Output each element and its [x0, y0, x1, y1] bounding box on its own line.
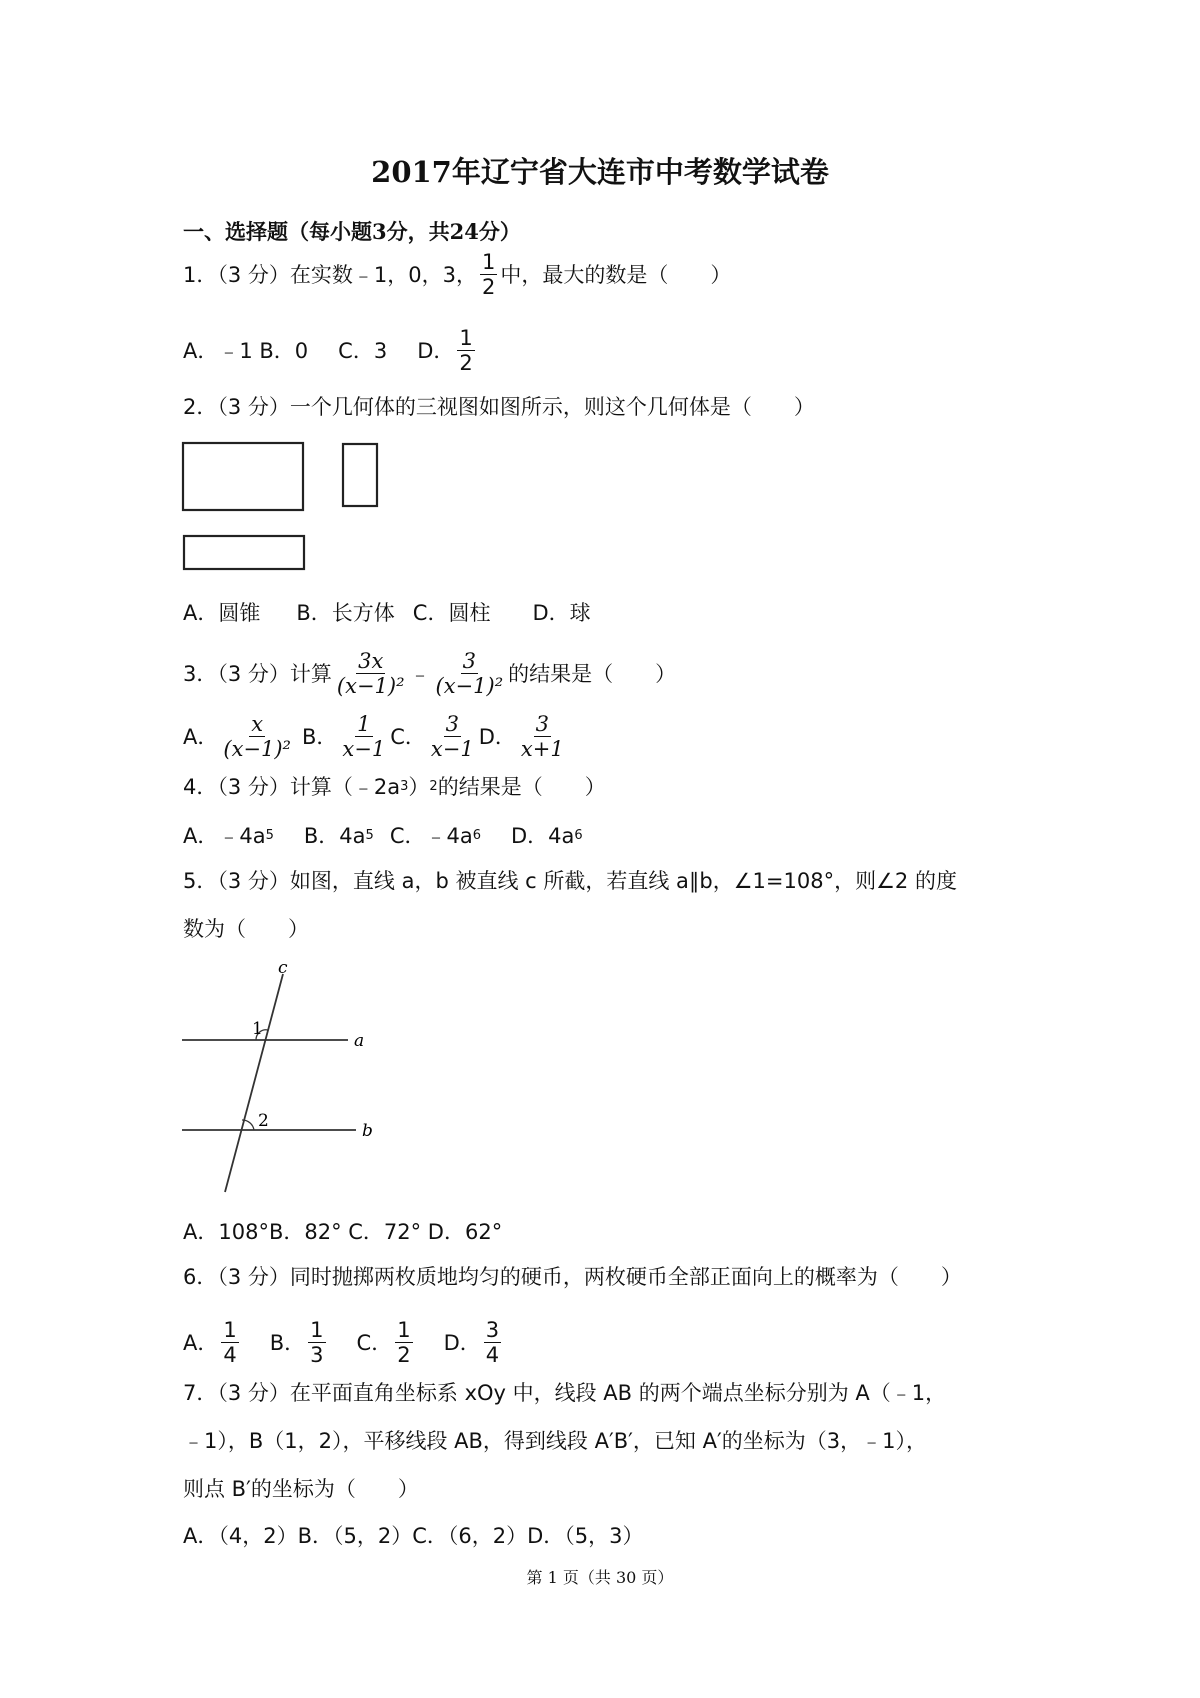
question-1-options: A．﹣1 B．0 C．3 D． $\frac{1}{2}$	[183, 326, 473, 376]
fraction: $\frac{1}{2}$	[397, 1318, 411, 1368]
question-6-stem: 6．（3 分）同时抛掷两枚质地均匀的硬币，两枚硬币全部正面向上的概率为（ ）	[183, 1265, 962, 1289]
front-view-rect	[183, 443, 303, 510]
fraction: $\frac{\text{3𝑥}}{\text{(𝑥−1)²}}$	[336, 649, 405, 699]
question-7-stem-line-2: ﹣1），B（1，2），平移线段 AB，得到线段 A′B′，已知 A′的坐标为（3，﹣1），	[183, 1429, 927, 1453]
question-5-stem-line-1: 5．（3 分）如图，直线 a，b 被直线 c 所截，若直线 a∥b，∠1=108°，则∠2 的度	[183, 869, 957, 893]
question-7-stem-line-1: 7．（3 分）在平面直角坐标系 xOy 中，线段 AB 的两个端点坐标分别为 A（﹣1，	[183, 1381, 947, 1405]
label-a: a	[354, 1031, 365, 1051]
question-7-stem-line-3: 则点 B′的坐标为（ ）	[183, 1477, 419, 1501]
fraction: $\frac{3}{\text{𝑥−1}}$	[430, 712, 474, 762]
fraction: $\frac{1}{2}$	[481, 250, 496, 300]
three-view-figure	[180, 440, 380, 580]
fraction: $\frac{\text{𝑥}}{\text{(𝑥−1)²}}$	[223, 712, 291, 762]
page-footer: 第 1 页（共 30 页）	[526, 1568, 674, 1587]
side-view-rect	[343, 444, 377, 506]
fraction: $\frac{3}{4}$	[485, 1318, 500, 1368]
top-view-rect	[184, 536, 304, 569]
question-3-options: A． $\frac{\text{𝑥}}{\text{(𝑥−1)²}}$ B． $\frac{1}{\text{𝑥−1}}$ C． $\frac{3}{\text{𝑥−1}}$ D． $\frac{3}{\text{𝑥+1}}$	[183, 712, 564, 762]
fraction: $\frac{1}{2}$	[459, 326, 473, 376]
question-6-options: A． $\frac{1}{4}$ B． $\frac{1}{3}$ C． $\frac{1}{2}$ D． $\frac{3}{4}$	[183, 1318, 500, 1368]
parallel-lines-figure	[180, 960, 380, 1195]
label-angle-2: 2	[258, 1111, 269, 1131]
fraction: $\frac{3}{\text{(𝑥−1)²}}$	[435, 649, 504, 699]
label-c: c	[278, 960, 288, 978]
line-c	[225, 974, 283, 1192]
label-b: b	[362, 1121, 373, 1141]
question-4-stem: 4．（3 分）计算（﹣2a 3 ） 2 的结果是（ ）	[183, 775, 606, 799]
fraction: $\frac{1}{3}$	[310, 1318, 324, 1368]
fraction: $\frac{1}{\text{𝑥−1}}$	[342, 712, 386, 762]
question-5-options: A．108°B．82° C．72° D．62°	[183, 1220, 503, 1244]
fraction: $\frac{1}{4}$	[223, 1318, 237, 1368]
question-2-options: A．圆锥 B．长方体 C．圆柱 D．球	[183, 601, 591, 625]
question-2-stem: 2．（3 分）一个几何体的三视图如图所示，则这个几何体是（ ）	[183, 395, 815, 419]
page-title: 2017年辽宁省大连市中考数学试卷	[371, 155, 829, 189]
question-5-stem-line-2: 数为（ ）	[183, 917, 309, 941]
question-3-stem: 3．（3 分）计算 $\frac{\text{3𝑥}}{\text{(𝑥−1)²}}$ ﹣ $\frac{3}{\text{(𝑥−1)²}}$ 的结果是（ ）	[183, 649, 677, 699]
section-heading: 一、选择题（每小题3分，共24分）	[183, 219, 521, 244]
fraction: $\frac{3}{\text{𝑥+1}}$	[520, 712, 564, 762]
question-7-options: A．（4，2）B．（5，2）C．（6，2）D．（5，3）	[183, 1524, 644, 1548]
question-1-stem: 1．（3 分）在实数﹣1，0，3， $\frac{1}{2}$ 中，最大的数是（ ）	[183, 250, 732, 300]
question-4-options: A．﹣4a 5 B．4a 5 C．﹣4a 6 D．4a 6	[183, 824, 583, 848]
label-angle-1: 1	[252, 1019, 263, 1039]
